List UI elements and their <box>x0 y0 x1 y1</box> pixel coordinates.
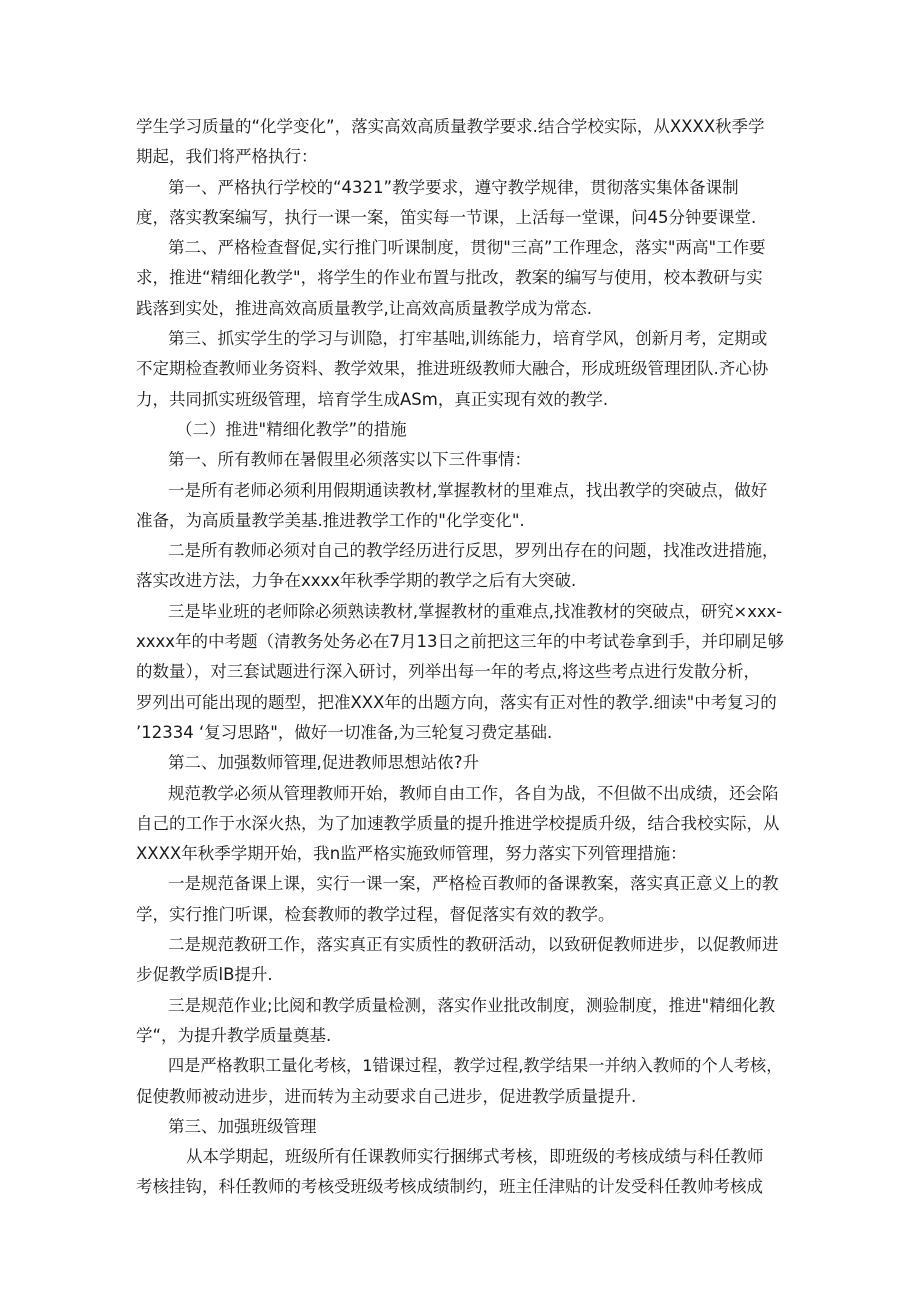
paragraph-line: 四是严格教职工量化考核，1错课过程，教学过程,教学结果一并纳入教师的个人考核， <box>168 1056 783 1076</box>
paragraph-line: 第一、严格执行学校的“4321”教学要求，遵守教学规律，贯彻落实集体备课制 <box>168 177 739 197</box>
paragraph-line: 一是所有老师必须利用假期通读教材,掌握教材的里难点，找出教学的突破点，做好 <box>168 480 768 500</box>
paragraph-line: 促使教师被动进步，进而转为主动要求自己进步，促进教学质量提升. <box>136 1086 637 1106</box>
paragraph-line: 三是毕业班的老师除必须熟读教材,掌握教材的重难点,找准教材的突破点，研究×xxx- <box>168 601 783 621</box>
document-body <box>136 112 786 1203</box>
paragraph-line: ’12334 ‘复习思路"，做好一切准备,为三轮复习费定基础. <box>136 722 553 742</box>
paragraph-line: 学，实行推门听课，检套教师的教学过程，督促落实有效的教学。 <box>136 904 615 924</box>
paragraph-line: 第三、抓实学生的学习与训隐，打牢基咄,训练能力，培育学风，创新月考，定期或 <box>168 329 768 349</box>
paragraph-line: 践落到实处，推进高效高质量教学,让高效高质量教学成为常态. <box>136 298 592 318</box>
paragraph-line: 步促教学质lB提升. <box>136 965 273 985</box>
paragraph-line: 力，共同抓实班级管理，培育学生成ASm，真正实现有效的教学. <box>136 389 609 409</box>
paragraph-line: 期起，我们将严格执行： <box>136 147 318 167</box>
paragraph-line: 第三、加强班级管理 <box>168 1116 317 1136</box>
paragraph-line: 一是规范备课上课，实行一课一案，严格检百教师的备课教案，落实真正意义上的教 <box>168 874 779 894</box>
paragraph-line: 从本学期起，班级所有任课教师实行捆绑式考核，即班级的考核成绩与科任教师 <box>186 1147 764 1167</box>
paragraph-line: 二是所有教师必须对自己的教学经历进行反思，罗列出存在的问题，找准改进措施， <box>168 541 779 561</box>
paragraph-line: 三是规范作业;比阅和教学质量检测，落实作业批改制度，测验制度，推进"精细化教 <box>168 995 776 1015</box>
paragraph-line: 考核挂钩，科任教师的考核受班级考核成绩制约，班主任津贴的计发受科任教帅考核成 <box>136 1177 763 1197</box>
paragraph-line: （二）推进"精细化教学”的措施 <box>176 419 407 439</box>
paragraph-line: 求，推进“精细化教学"，将学生的作业布置与批改，教案的编写与使用，校本教研与实 <box>136 268 763 288</box>
paragraph-line: 罗列出可能出现的题型，把准XXX年的出题方向，落实有正对性的教学.细读"中考复习的 <box>136 692 777 712</box>
paragraph-line: XXXX年秋季学期开始，我n监严格实施致师管理，努力落实下列管理措施： <box>136 844 687 864</box>
paragraph-line: 第一、所有教师在暑假里必须落实以下三件事情： <box>168 450 531 470</box>
paragraph-line: 的数量），对三套试题进行深入研讨，列举出每一年的考点,将这些考点进行发散分析， <box>136 662 760 682</box>
paragraph-line: 落实改进方法，力争在xxxx年秋季学期的教学之后有大突破. <box>136 571 577 591</box>
paragraph-line: 学生学习质量的“化学变化”，落实高效高质量教学要求.结合学校实际，从XXXX秋季学 <box>136 117 765 136</box>
paragraph-line: 二是规范教研工作，落实真正有实质性的教研活动，以致研促教师进步，以促教师进 <box>168 935 779 955</box>
paragraph-line: 不定期检查教师业务资料、教学效果，推进班级教师大融合，形成班级管理团队.齐心协 <box>136 359 769 379</box>
paragraph-line: 第二、加强数师管理,促进教师思想站侬?升 <box>168 753 480 773</box>
paragraph-line: 第二、严格检查督促,实行推门听课制度，贯彻"三高”工作理念，落实"两高"工作要 <box>168 238 766 258</box>
paragraph-line: 准备，为高质量教学美基.推进教学工作的"化学变化". <box>136 510 525 530</box>
paragraph-line: 学“，为提升教学质量奠基. <box>136 1025 332 1045</box>
paragraph-line: 规范教学必须从管理教师开始，教师自由工作，各自为战，不但做不出成绩，还会陷 <box>168 783 779 803</box>
paragraph-line: xxxx年的中考题（清教务处务必在7月13日之前把这三年的中考试卷拿到手，并印刷足够 <box>136 632 785 652</box>
paragraph-line: 自己的工作于水深火热，为了加速教学质量的提升推进学校提质升级，结合我校实际，从 <box>136 813 780 833</box>
paragraph-line: 度，落实教案编写，执行一课一案，笛实每一节课，上活每一堂课，问45分钟要课堂. <box>136 207 757 227</box>
